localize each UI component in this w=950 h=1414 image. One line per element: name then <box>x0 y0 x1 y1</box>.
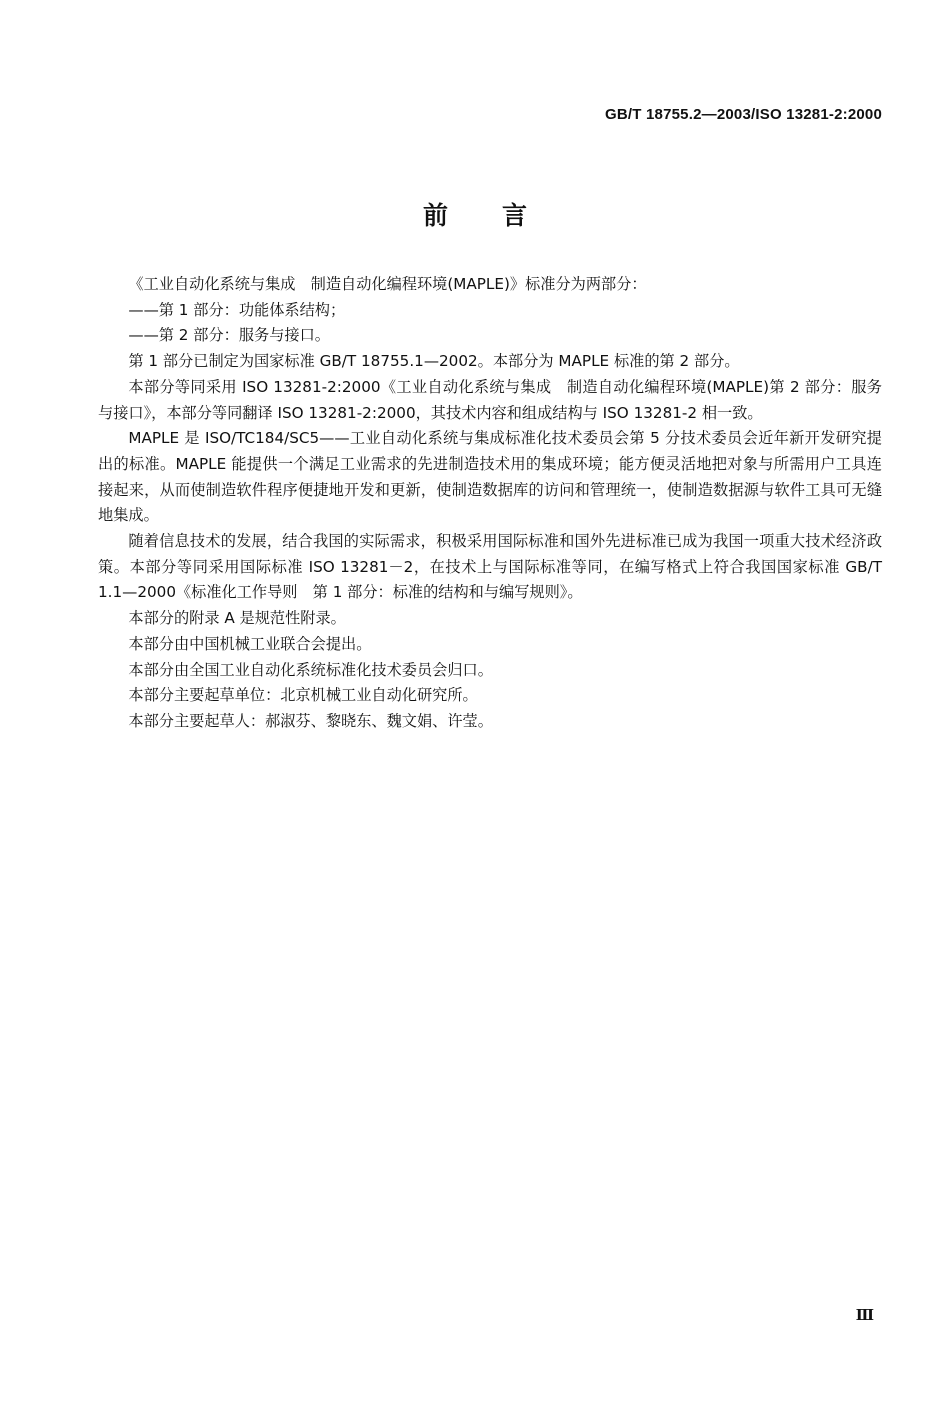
paragraph-maple: MAPLE 是 ISO/TC184/SC5——工业自动化系统与集成标准化技术委员会第 5 分技术委员会近年新开发研究提出的标准。MAPLE 能提供一个满足工业需求的先进制造技术用的集成环境；能方便灵活地把对象与所需用户工具连接起来，从而使制造软件程序便捷地开发和更新，使制造数据库的访问和管理统一，使制造数据源与软件工具可无缝地集成。 <box>98 429 882 525</box>
page-title <box>0 196 950 232</box>
title-char-1: 前 <box>422 201 448 230</box>
paragraph-part1: ——第 1 部分：功能体系结构； <box>128 300 346 319</box>
paragraph-proposer: 本部分由中国机械工业联合会提出。 <box>128 634 372 653</box>
paragraph-part1-status: 第 1 部分已制定为国家标准 GB/T 18755.1—2002。本部分为 MAPLE 标准的第 2 部分。 <box>128 352 740 371</box>
paragraph-annex: 本部分的附录 A 是规范性附录。 <box>128 609 346 628</box>
title-char-2: 言 <box>502 201 528 230</box>
paragraph-drafting-unit: 本部分主要起草单位：北京机械工业自动化研究所。 <box>128 686 478 705</box>
paragraph-adoption: 本部分等同采用 ISO 13281-2:2000《工业自动化系统与集成 制造自动化编程环境(MAPLE)第 2 部分：服务与接口》，本部分等同翻译 ISO 13281-2:2000，其技术内容和组成结构与 ISO 13281-2 相一致。 <box>98 377 882 422</box>
paragraph-drafters: 本部分主要起草人：郝淑芬、黎晓东、魏文娟、许莹。 <box>128 711 493 730</box>
paragraph-committee: 本部分由全国工业自动化系统标准化技术委员会归口。 <box>128 660 493 679</box>
page-number: Ⅲ <box>855 1308 874 1324</box>
paragraph-intro: 《工业自动化系统与集成 制造自动化编程环境(MAPLE)》标准分为两部分： <box>128 275 647 293</box>
standard-code: GB/T 18755.2—2003/ISO 13281-2:2000 <box>605 106 882 123</box>
paragraph-part2: ——第 2 部分：服务与接口。 <box>128 326 330 345</box>
paragraph-policy: 随着信息技术的发展，结合我国的实际需求，积极采用国际标准和国外先进标准已成为我国一项重大技术经济政策。本部分等同采用国际标准 ISO 13281－2，在技术上与国际标准等同，在编写格式上符合我国国家标准 GB/T 1.1—2000《标准化工作导则 第 1 部分：标准的结构和与编写规则》。 <box>98 532 882 602</box>
foreword-body <box>98 272 882 735</box>
